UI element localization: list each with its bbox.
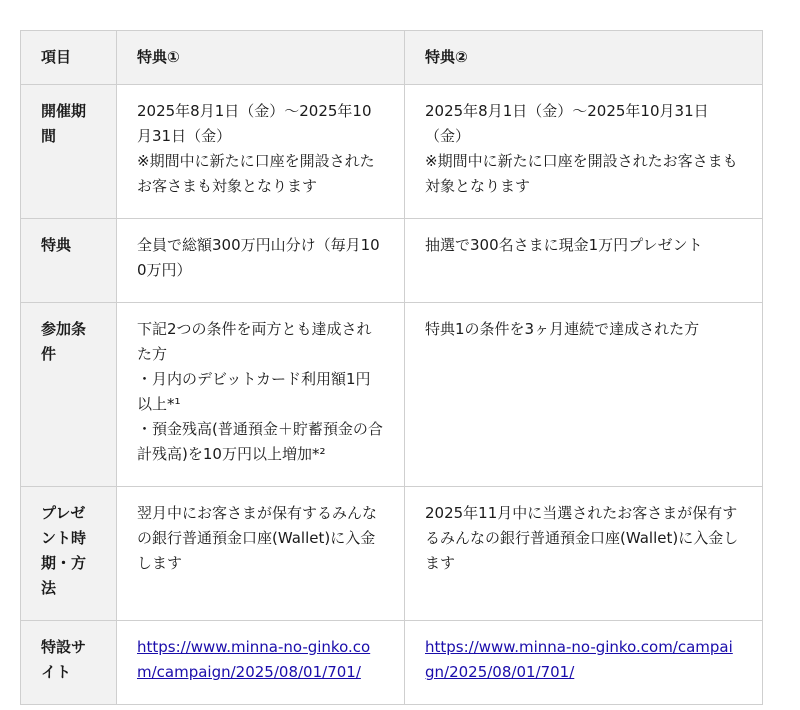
period-benefit-2 [405, 85, 763, 219]
conditions-benefit-2 [405, 303, 763, 487]
row-label-payout: プレゼント時期・方法 [21, 487, 117, 621]
row-label-benefit: 特典 [21, 219, 117, 303]
conditions-item: ・預金残高(普通預金＋貯蓄預金の合計残高)を10万円以上増加*² [137, 420, 383, 463]
conditions-item: ・月内のデビットカード利用額1円以上*¹ [137, 370, 371, 413]
site-benefit-1 [117, 621, 405, 705]
period-note: ※期間中に新たに口座を開設されたお客さまも対象となります [137, 152, 375, 195]
conditions-intro: 下記2つの条件を両方とも達成された方 [137, 320, 372, 363]
row-label-site: 特設サイト [21, 621, 117, 705]
table-row-conditions [21, 303, 763, 487]
header-benefit-2: 特典② [405, 31, 763, 85]
payout-benefit-1 [117, 487, 405, 621]
header-item: 項目 [21, 31, 117, 85]
payout-text: 翌月中にお客さまが保有するみんなの銀行普通預金口座(Wallet)に入金します [137, 504, 378, 572]
benefit-text: 抽選で300名さまに現金1万円プレゼント [425, 236, 703, 254]
period-note: ※期間中に新たに口座を開設されたお客さまも対象となります [425, 152, 738, 195]
benefit-text: 全員で総額300万円山分け（毎月100万円） [137, 236, 380, 279]
period-dates: 2025年8月1日（金）〜2025年10月31日（金） [137, 102, 372, 145]
benefit-benefit-2 [405, 219, 763, 303]
payout-benefit-2 [405, 487, 763, 621]
period-dates: 2025年8月1日（金）〜2025年10月31日（金） [425, 102, 709, 145]
table-row-site [21, 621, 763, 705]
row-label-conditions: 参加条件 [21, 303, 117, 487]
conditions-benefit-1 [117, 303, 405, 487]
table-header-row [21, 31, 763, 85]
table-row-payout [21, 487, 763, 621]
benefit-benefit-1 [117, 219, 405, 303]
row-label-period: 開催期間 [21, 85, 117, 219]
campaign-site-link[interactable]: https://www.minna-no-ginko.com/campaign/2025/08/01/701/ [425, 638, 733, 681]
campaign-table [20, 30, 763, 705]
table-row-period [21, 85, 763, 219]
site-benefit-2 [405, 621, 763, 705]
header-benefit-1: 特典① [117, 31, 405, 85]
table-row-benefit [21, 219, 763, 303]
period-benefit-1 [117, 85, 405, 219]
payout-text: 2025年11月中に当選されたお客さまが保有するみんなの銀行普通預金口座(Wallet)に入金します [425, 504, 739, 572]
campaign-site-link[interactable]: https://www.minna-no-ginko.com/campaign/2025/08/01/701/ [137, 638, 371, 681]
conditions-text: 特典1の条件を3ヶ月連続で達成された方 [425, 320, 700, 338]
